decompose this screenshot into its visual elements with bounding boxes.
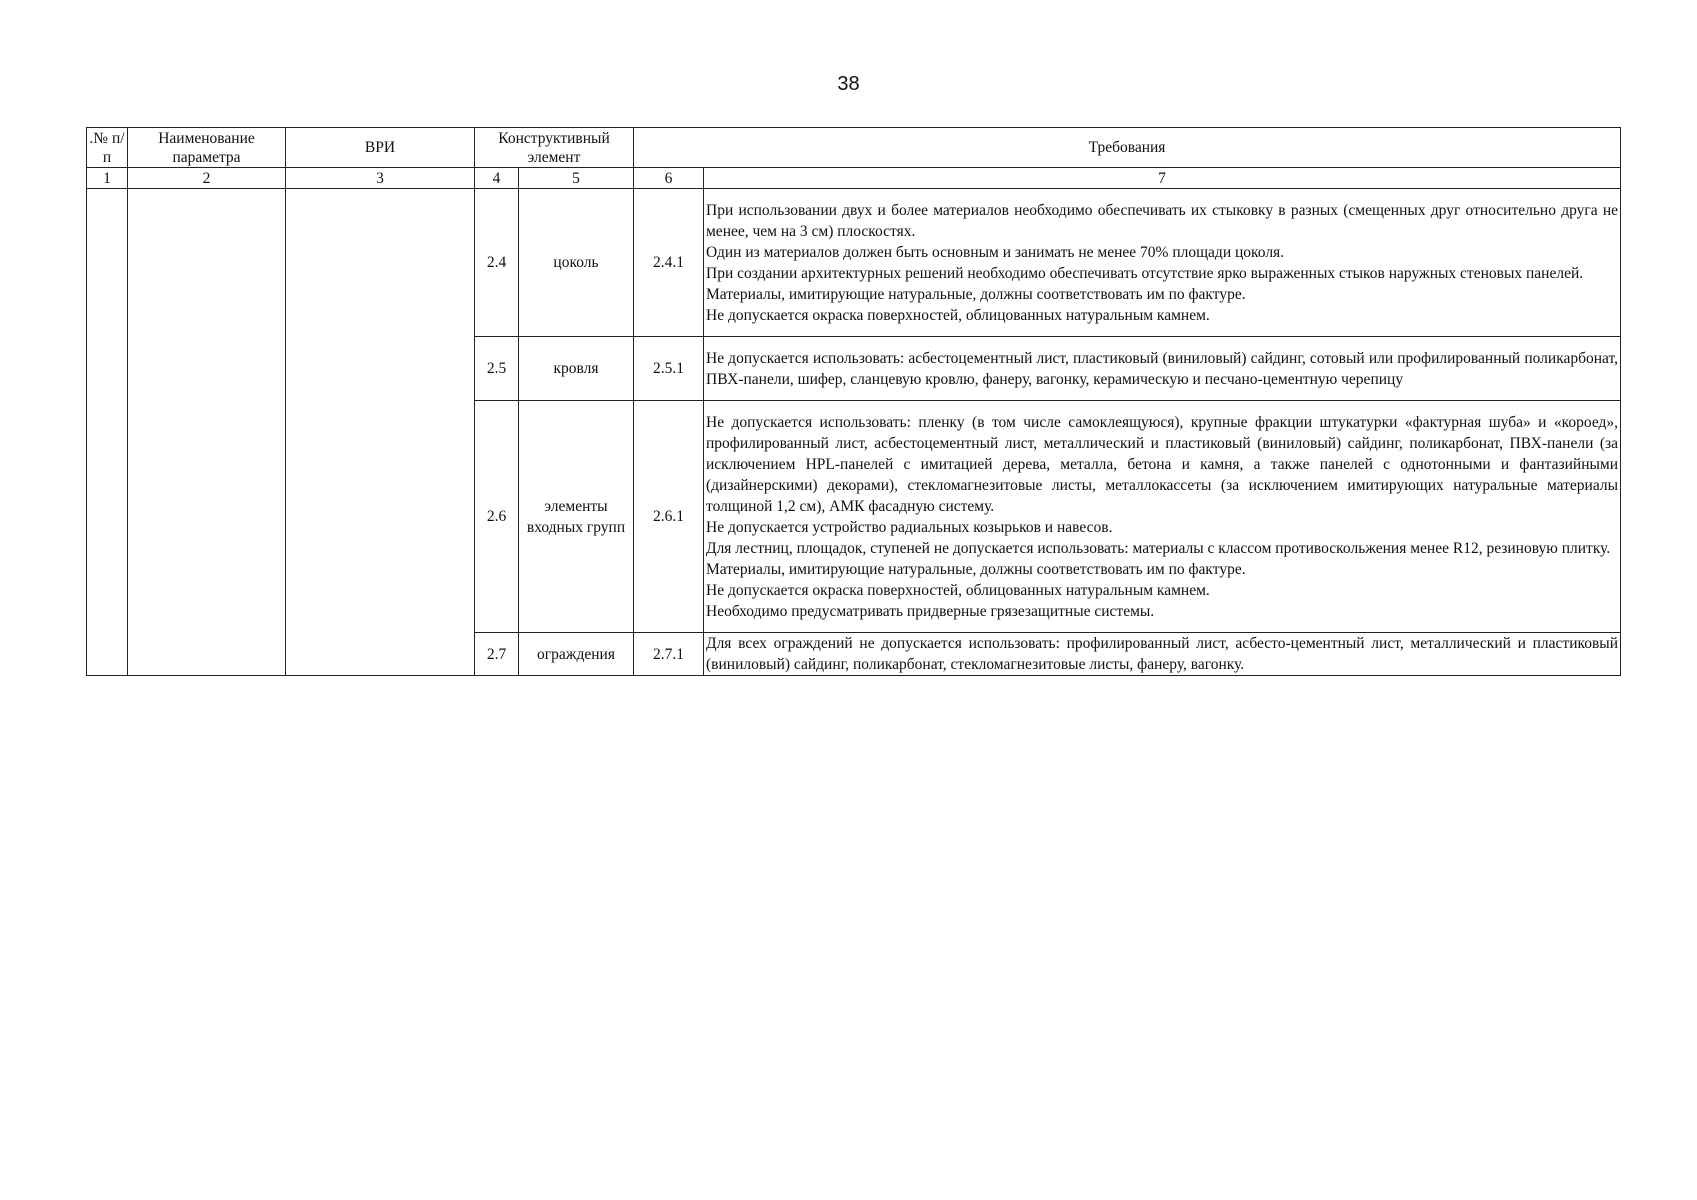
- requirement-paragraph: При использовании двух и более материалов необходимо обеспечивать их стыковку в разных (смещенных друг относительно друга не менее, чем на 3 см) плоскостях.: [706, 201, 1619, 240]
- page-number: 38: [837, 73, 860, 95]
- table-row: [87, 189, 1621, 337]
- requirement-paragraph: Необходимо предусматривать придверные грязезащитные системы.: [706, 602, 1155, 620]
- requirements-table: [86, 127, 1621, 676]
- column-number: 1: [87, 168, 128, 189]
- header-num: .№ п/п: [87, 128, 128, 168]
- requirement-paragraph: Не допускается окраска поверхностей, облицованных натуральным камнем.: [706, 581, 1210, 599]
- requirement-code: 2.6.1: [634, 401, 704, 633]
- header-param: Наименование параметра: [128, 128, 286, 168]
- element-name: элементы входных групп: [519, 401, 634, 633]
- element-code: 2.7: [475, 633, 519, 676]
- element-code: 2.4: [475, 189, 519, 337]
- requirement-paragraph: Не допускается использовать: асбестоцементный лист, пластиковый (виниловый) сайдинг, сотовый или профилированный поликарбонат, ПВХ-панели, шифер, сланцевую кровлю, фанеру, вагонку, керамическую и песчано-цементную черепицу: [706, 349, 1619, 388]
- requirement-code: 2.5.1: [634, 337, 704, 401]
- table-header-row: [87, 128, 1621, 168]
- requirement-paragraph: Для лестниц, площадок, ступеней не допускается использовать: материалы с классом противоскольжения менее R12, резиновую плитку.: [706, 539, 1611, 557]
- header-requirements: Требования: [634, 128, 1621, 168]
- column-number: 4: [475, 168, 519, 189]
- requirement-text: [704, 337, 1621, 401]
- requirement-code: 2.4.1: [634, 189, 704, 337]
- requirement-text: [704, 189, 1621, 337]
- element-name: ограждения: [519, 633, 634, 676]
- element-name: кровля: [519, 337, 634, 401]
- requirement-code: 2.7.1: [634, 633, 704, 676]
- requirement-paragraph: Для всех ограждений не допускается использовать: профилированный лист, асбесто-цементный лист, металлический и пластиковый (виниловый) сайдинг, поликарбонат, стекломагнезитовые листы, фанеру, вагонку.: [706, 635, 1619, 673]
- requirement-paragraph: Материалы, имитирующие натуральные, должны соответствовать им по фактуре.: [706, 560, 1246, 578]
- param-cell-empty: [128, 189, 286, 676]
- column-number: 5: [519, 168, 634, 189]
- column-number: 6: [634, 168, 704, 189]
- requirement-text: [704, 633, 1621, 676]
- requirement-paragraph: Один из материалов должен быть основным и занимать не менее 70% площади цоколя.: [706, 243, 1285, 261]
- num-cell-empty: [87, 189, 128, 676]
- column-number: 7: [704, 168, 1621, 189]
- column-numbers-row: [87, 168, 1621, 189]
- requirement-paragraph: Не допускается окраска поверхностей, облицованных натуральным камнем.: [706, 306, 1210, 324]
- vri-cell-empty: [286, 189, 475, 676]
- header-element: Конструктивный элемент: [475, 128, 634, 168]
- element-code: 2.5: [475, 337, 519, 401]
- requirement-paragraph: Не допускается использовать: пленку (в том числе самоклеящуюся), крупные фракции штукатурки «фактурная шуба» и «короед», профилированный лист, асбестоцементный лист, металлический и пластиковый (виниловый) сайдинг, поликарбонат, ПВХ-панели (за исключением HPL-панелей с имитацией дерева, металла, бетона и камня, а также панелей с однотонными и фантазийными (дизайнерскими) декорами), стекломагнезитовые листы, металлокассеты (за исключением имитирующих натуральные материалы толщиной 1,2 см), АМК фасадную систему.: [706, 413, 1619, 515]
- requirement-paragraph: При создании архитектурных решений необходимо обеспечивать отсутствие ярко выраженных стыков наружных стеновых панелей.: [706, 264, 1584, 282]
- requirement-paragraph: Не допускается устройство радиальных козырьков и навесов.: [706, 518, 1113, 536]
- element-name: цоколь: [519, 189, 634, 337]
- requirement-text: [704, 401, 1621, 633]
- column-number: 2: [128, 168, 286, 189]
- column-number: 3: [286, 168, 475, 189]
- element-code: 2.6: [475, 401, 519, 633]
- header-vri: ВРИ: [286, 128, 475, 168]
- requirement-paragraph: Материалы, имитирующие натуральные, должны соответствовать им по фактуре.: [706, 285, 1246, 303]
